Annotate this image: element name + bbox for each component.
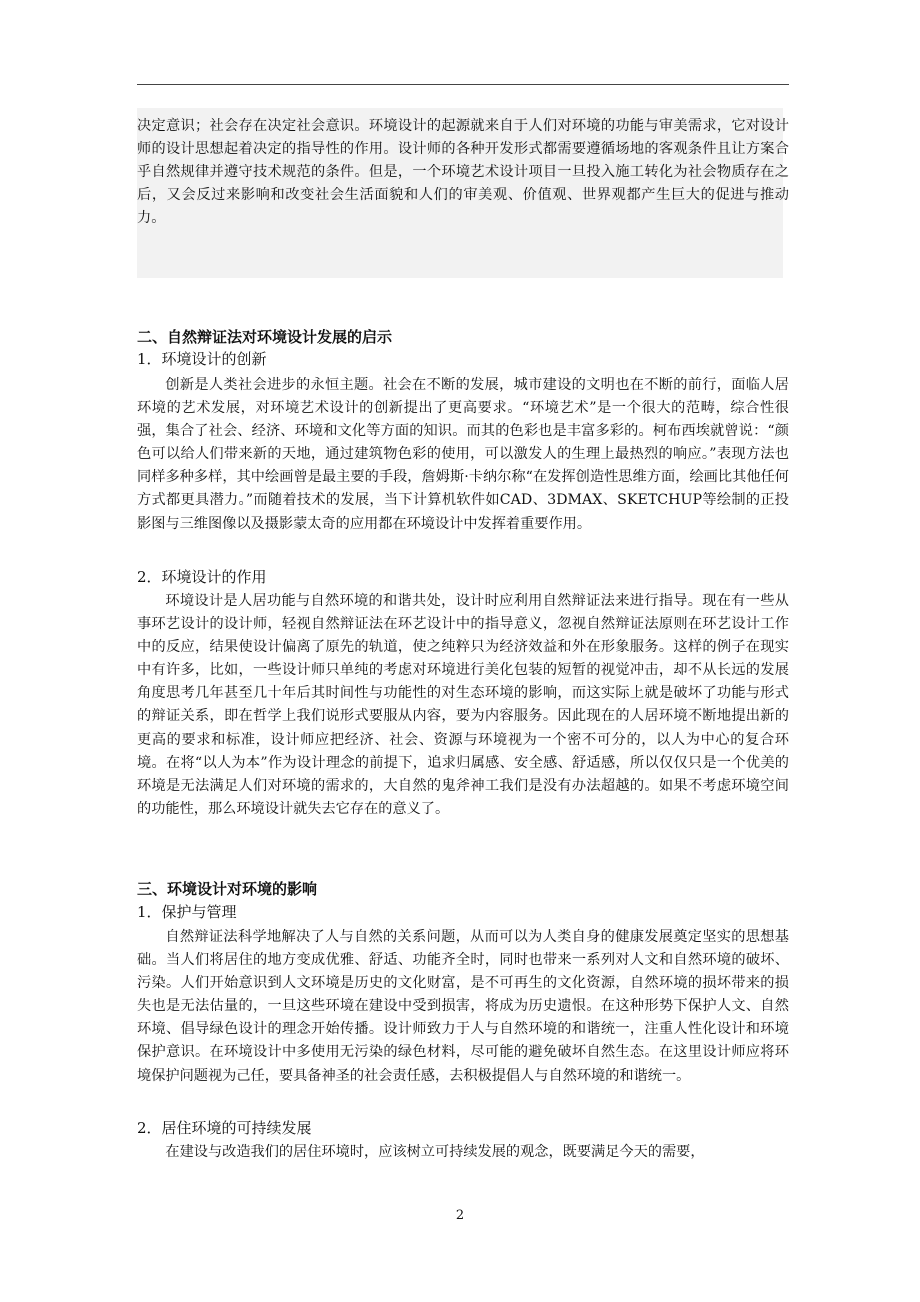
- page-number: 2: [455, 1208, 465, 1223]
- section-3-heading: 三、环境设计对环境的影响: [137, 880, 318, 898]
- section-3-sub2-block: [137, 1141, 789, 1164]
- section-3-sub2-heading: 2．居住环境的可持续发展: [137, 1119, 312, 1137]
- section-3-sub1-paragraph: 自然辩证法科学地解决了人与自然的关系问题，从而可以为人类自身的健康发展奠定坚实的思想基础。当人们将居住的地方变成优雅、舒适、功能齐全时，同时也带来一系列对人文和自然环境的破坏、污染。人们开始意识到人文环境是历史的文化财富，是不可再生的文化资源，自然环境的损坏带来的损失也是无法估量的，一旦这些环境在建设中受到损害，将成为历史遗恨。在这种形势下保护人文、自然环境、倡导绿色设计的理念开始传播。设计师致力于人与自然环境的和谐统一，注重人性化设计和环境保护意识。在环境设计中多使用无污染的绿色材料，尽可能的避免破坏自然生态。在这里设计师应将环境保护问题视为己任，要具备神圣的社会责任感，去积极提倡人与自然环境的和谐统一。: [137, 929, 789, 1084]
- section-2-heading: 二、自然辩证法对环境设计发展的启示: [137, 328, 393, 346]
- header-rule: [137, 84, 789, 85]
- section-2-sub1-heading: 1．环境设计的创新: [137, 350, 267, 368]
- section-3-sub1-block: [137, 926, 789, 1088]
- intro-paragraph-block: [137, 115, 789, 230]
- section-2-sub1-block: [137, 374, 789, 536]
- section-3-sub2-paragraph: 在建设与改造我们的居住环境时，应该树立可持续发展的观念，既要满足今天的需要，: [165, 1144, 705, 1160]
- section-3-sub1-heading: 1．保护与管理: [137, 903, 237, 921]
- section-2-sub1-paragraph: 创新是人类社会进步的永恒主题。社会在不断的发展，城市建设的文明也在不断的前行，面临人居环境的艺术发展，对环境艺术设计的创新提出了更高要求。“环境艺术”是一个很大的范畴，综合性很强，集合了社会、经济、环境和文化等方面的知识。而其的色彩也是丰富多彩的。柯布西埃就曾说：“颜色可以给人们带来新的天地，通过建筑物色彩的使用，可以激发人的生理上最热烈的响应。”表现方法也同样多种多样，其中绘画曾是最主要的手段，詹姆斯·卡纳尔称“在发挥创造性思维方面，绘画比其他任何方式都更具潜力。”而随着技术的发展，当下计算机软件如CAD、3DMAX、SKETCHUP等绘制的正投影图与三维图像以及摄影蒙太奇的应用都在环境设计中发挥着重要作用。: [137, 377, 789, 532]
- section-2-sub2-block: [137, 590, 789, 821]
- section-2-sub2-heading: 2．环境设计的作用: [137, 568, 267, 586]
- section-2-sub2-paragraph: 环境设计是人居功能与自然环境的和谐共处，设计时应利用自然辩证法来进行指导。现在有一些从事环艺设计的设计师，轻视自然辩证法在环艺设计中的指导意义，忽视自然辩证法原则在环艺设计工作中的反应，结果使设计偏离了原先的轨道，使之纯粹只为经济效益和外在形象服务。这样的例子在现实中有许多，比如，一些设计师只单纯的考虑对环境进行美化包装的短暂的视觉冲击，却不从长远的发展角度思考几年甚至几十年后其时间性与功能性的对生态环境的影响，而这实际上就是破坏了功能与形式的辩证关系，即在哲学上我们说形式要服从内容，要为内容服务。因此现在的人居环境不断地提出新的更高的要求和标准，设计师应把经济、社会、资源与环境视为一个密不可分的，以人为中心的复合环境。在将“以人为本”作为设计理念的前提下，追求归属感、安全感、舒适感，所以仅仅只是一个优美的环境是无法满足人们对环境的需求的，大自然的鬼斧神工我们是没有办法超越的。如果不考虑环境空间的功能性，那么环境设计就失去它存在的意义了。: [137, 593, 789, 817]
- intro-paragraph: 决定意识；社会存在决定社会意识。环境设计的起源就来自于人们对环境的功能与审美需求，它对设计师的设计思想起着决定的指导性的作用。设计师的各种开发形式都需要遵循场地的客观条件且让方案合乎自然规律并遵守技术规范的条件。但是，一个环境艺术设计项目一旦投入施工转化为社会物质存在之后，又会反过来影响和改变社会生活面貌和人们的审美观、价值观、世界观都产生巨大的促进与推动力。: [137, 118, 789, 227]
